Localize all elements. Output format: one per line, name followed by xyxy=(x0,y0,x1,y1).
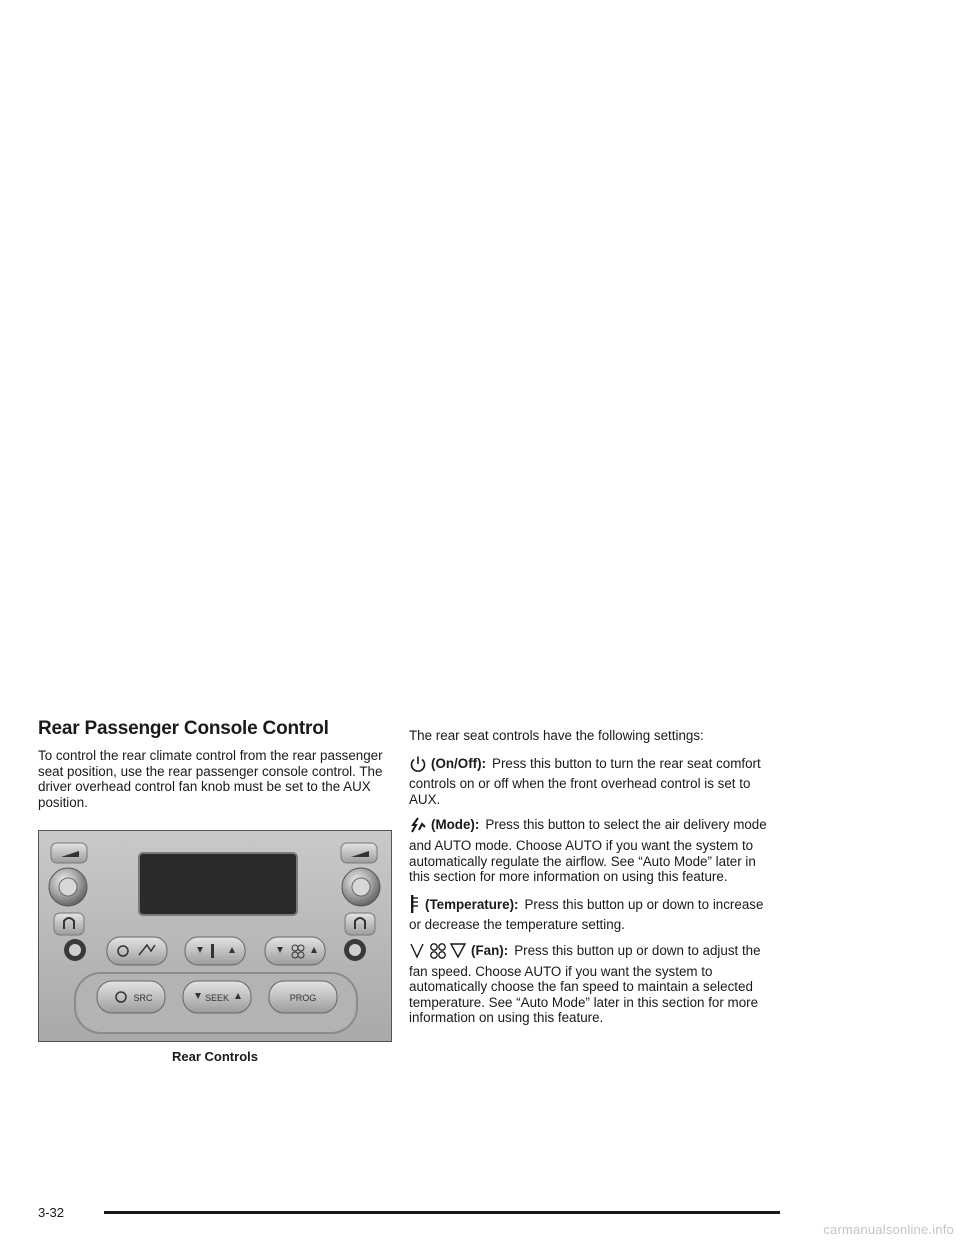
settings-column xyxy=(409,728,779,1035)
figure-caption: Rear Controls xyxy=(172,1049,258,1064)
section-heading: Rear Passenger Console Control xyxy=(38,718,329,739)
setting-text: Press this button to select the air delivery mode and AUTO mode. Choose AUTO if you want the system to automatically regulate the airflow. See “Auto Mode” later in this section for more information on using this feature. xyxy=(409,817,767,885)
setting-fan xyxy=(409,942,779,1026)
setting-term: (On/Off): xyxy=(431,755,487,771)
src-button-label: SRC xyxy=(133,993,153,1003)
prog-button-label: PROG xyxy=(289,993,317,1003)
mode-icon xyxy=(409,816,427,838)
setting-text: Press this button up or down to increase or decrease the temperature setting. xyxy=(409,896,764,933)
setting-term: (Fan): xyxy=(471,942,509,958)
setting-term: (Mode): xyxy=(431,817,480,833)
rear-controls-photo xyxy=(38,830,392,1042)
setting-term: (Temperature): xyxy=(425,896,519,912)
footer-rule xyxy=(104,1211,780,1214)
power-icon xyxy=(409,755,427,777)
settings-lead: The rear seat controls have the following settings: xyxy=(409,728,704,743)
seek-button-label: SEEK xyxy=(204,993,230,1003)
intro-paragraph: To control the rear climate control from the rear passenger seat position, use the rear passenger console control. The driver overhead control fan knob must be set to the AUX position. xyxy=(38,748,383,810)
site-watermark: carmanualsonline.info xyxy=(823,1222,954,1237)
fan-icon xyxy=(409,942,467,964)
setting-text: Press this button to turn the rear seat comfort controls on or off when the front overhead control is set to AUX. xyxy=(409,755,761,807)
setting-mode xyxy=(409,816,779,884)
rear-controls-illustration xyxy=(39,831,391,1041)
temperature-icon xyxy=(409,894,421,918)
setting-on-off xyxy=(409,755,779,808)
page-number: 3-32 xyxy=(38,1205,65,1220)
setting-text: Press this button up or down to adjust the fan speed. Choose AUTO if you want the system to automatically choose the fan speed to maintain a selected temperature. See “Auto Mode” later in this section for more information on using this feature. xyxy=(409,942,761,1026)
setting-temperature xyxy=(409,894,779,933)
